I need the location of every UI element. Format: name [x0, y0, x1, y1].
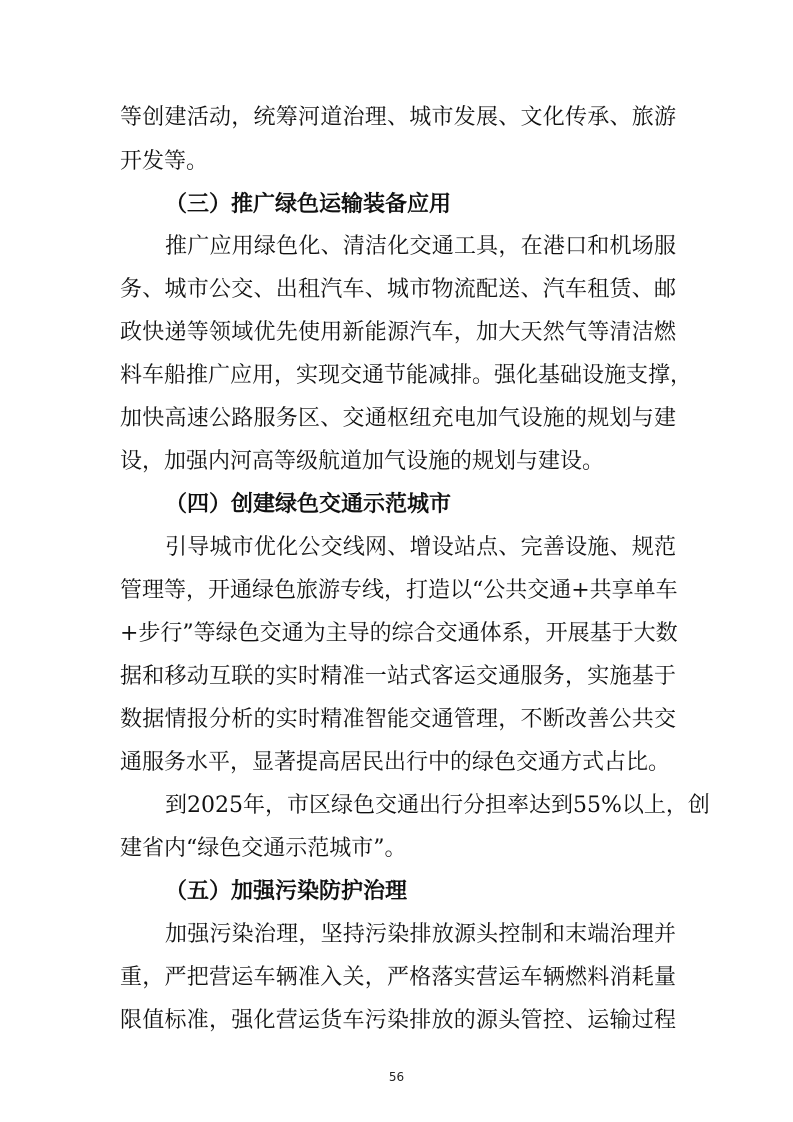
paragraph-line: 建省内“绿色交通示范城市”。	[120, 836, 407, 861]
paragraph-line: 加强污染治理，坚持污染排放源头控制和末端治理并	[165, 922, 676, 947]
paragraph-line: 数据情报分析的实时精准智能交通管理，不断改善公共交	[120, 707, 676, 732]
section-heading-3: （三）推广绿色运输装备应用	[165, 192, 452, 217]
paragraph-line: 重，严把营运车辆准入关，严格落实营运车辆燃料消耗量	[120, 965, 676, 990]
section-heading-4: （四）创建绿色交通示范城市	[165, 492, 452, 517]
section-heading-5: （五）加强污染防护治理	[165, 879, 408, 904]
paragraph-line: 务、城市公交、出租汽车、城市物流配送、汽车租赁、邮	[120, 277, 676, 302]
paragraph-line: 等创建活动，统筹河道治理、城市发展、文化传承、旅游	[120, 105, 676, 130]
paragraph-line: 据和移动互联的实时精准一站式客运交通服务，实施基于	[120, 664, 676, 689]
paragraph-line: +步行”等绿色交通为主导的综合交通体系，开展基于大数	[120, 621, 678, 646]
paragraph-line: 限值标准，强化营运货车污染排放的源头管控、运输过程	[120, 1008, 676, 1033]
paragraph-line: 推广应用绿色化、清洁化交通工具，在港口和机场服	[165, 234, 676, 259]
paragraph-line: 设，加强内河高等级航道加气设施的规划与建设。	[120, 449, 605, 474]
paragraph-line: 料车船推广应用，实现交通节能减排。强化基础设施支撑，	[120, 363, 693, 388]
paragraph-line: 到2025年，市区绿色交通出行分担率达到55%以上，创	[165, 793, 710, 818]
paragraph-line: 管理等，开通绿色旅游专线，打造以“公共交通+共享单车	[120, 578, 678, 603]
paragraph-line: 开发等。	[120, 149, 209, 174]
paragraph-line: 加快高速公路服务区、交通枢纽充电加气设施的规划与建	[120, 406, 676, 431]
page-number: 56	[388, 1070, 405, 1084]
paragraph-line: 引导城市优化公交线网、增设站点、完善设施、规范	[165, 535, 676, 560]
paragraph-line: 通服务水平，显著提高居民出行中的绿色交通方式占比。	[120, 750, 671, 775]
paragraph-line: 政快递等领域优先使用新能源汽车，加大天然气等清洁燃	[120, 320, 676, 345]
